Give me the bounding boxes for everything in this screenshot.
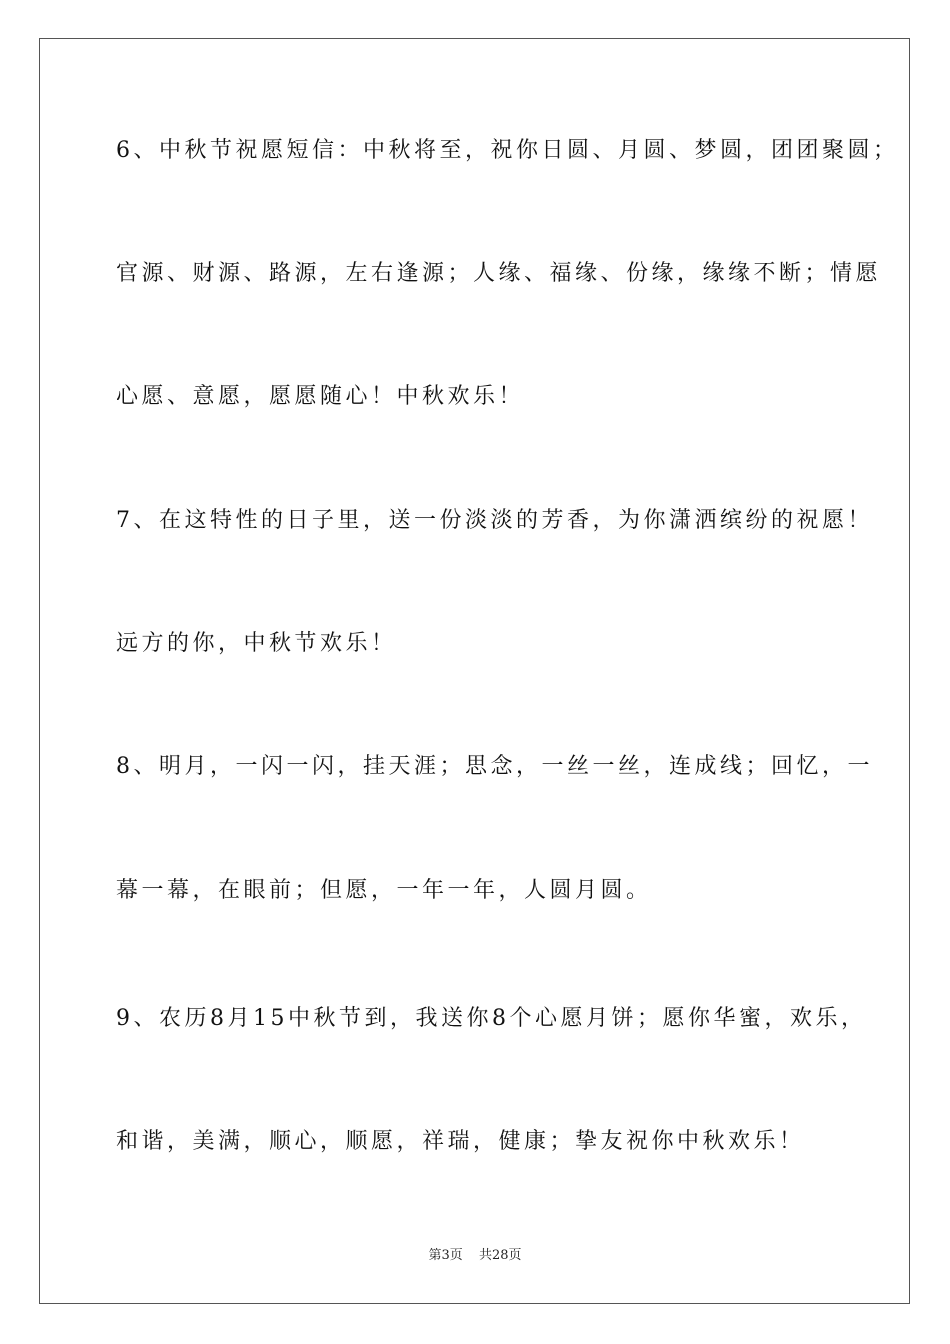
text-line: 幕一幕，在眼前；但愿，一年一年，人圆月圆。: [116, 878, 652, 903]
text-line: 6、中秋节祝愿短信：中秋将至，祝你日圆、月圆、梦圆，团团聚圆；: [116, 138, 899, 163]
page-number: 第3页: [428, 1248, 463, 1263]
page-total: 共28页: [478, 1248, 522, 1263]
text-line: 官源、财源、路源，左右逢源；人缘、福缘、份缘，缘缘不断；情愿: [116, 261, 882, 286]
text-line: 和谐，美满，顺心，顺愿，祥瑞，健康；挚友祝你中秋欢乐！: [116, 1129, 805, 1154]
text-line: 7、在这特性的日子里，送一份淡淡的芳香，为你潇洒缤纷的祝愿！: [116, 508, 873, 533]
text-line: 远方的你，中秋节欢乐！: [116, 631, 397, 656]
text-line: 心愿、意愿，愿愿随心！中秋欢乐！: [116, 384, 525, 409]
page-border: [39, 38, 910, 1304]
text-line: 8、明月，一闪一闪，挂天涯；思念，一丝一丝，连成线；回忆，一: [116, 754, 873, 779]
text-line: 9、农历8月15中秋节到，我送你8个心愿月饼；愿你华蜜，欢乐，: [116, 1006, 867, 1031]
page-footer: [0, 1247, 950, 1265]
